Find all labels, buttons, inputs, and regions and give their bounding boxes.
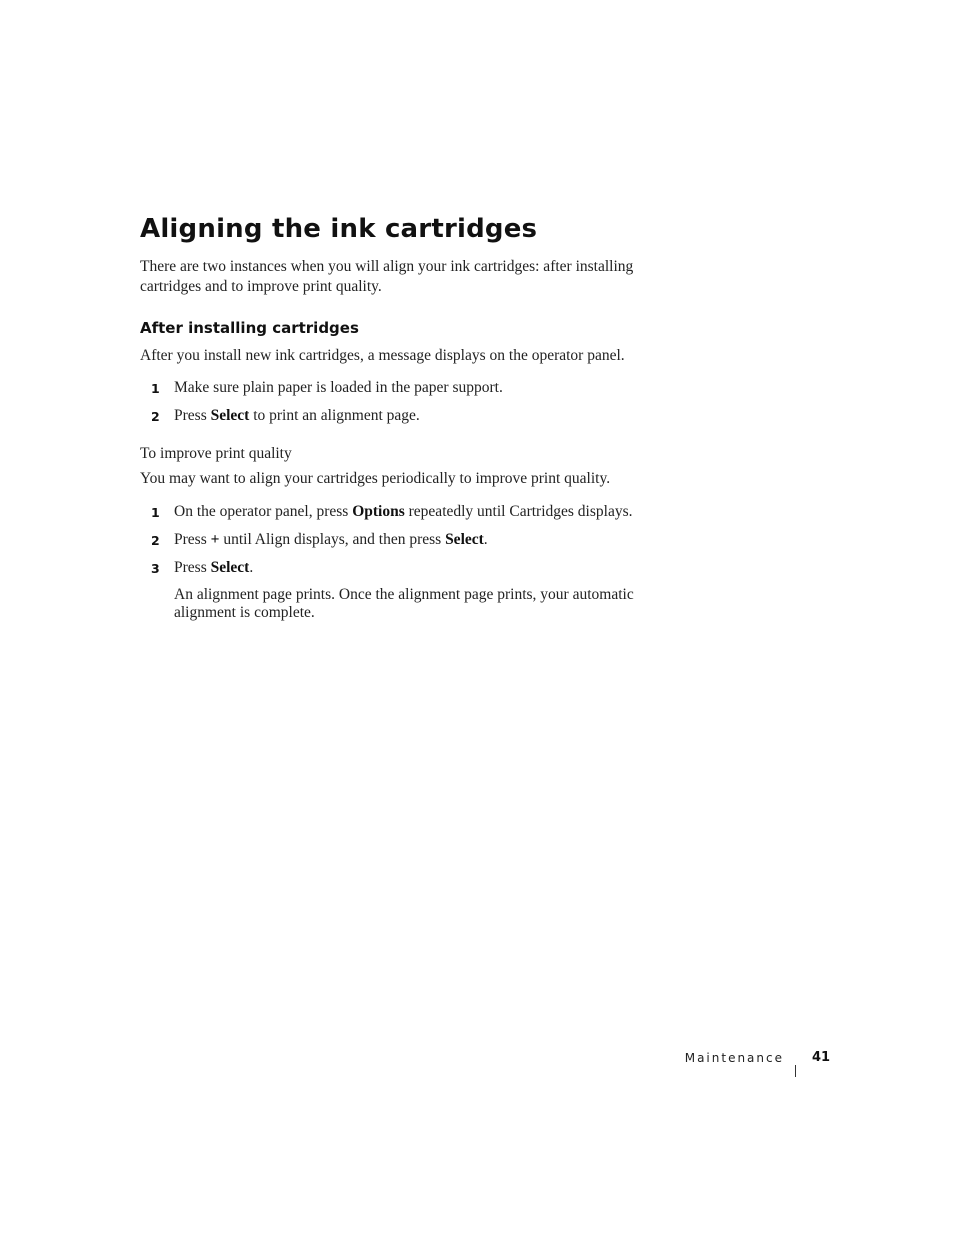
step-number: 2 [151,533,160,548]
section-heading-improve-quality: To improve print quality [140,445,292,462]
step-3-note: An alignment page prints. Once the alignment page prints, your automatic alignment is complete. [174,586,634,621]
section-heading-after-installing: After installing cartridges [140,319,359,337]
step-text-post: repeatedly until Cartridges displays. [404,503,633,520]
section2-lead: You may want to align your cartridges periodically to improve print quality. [140,470,611,487]
step-text-pre: Press [174,407,211,424]
section2-step-3 [140,558,680,580]
step-number: 1 [151,505,160,520]
intro-paragraph: There are two instances when you will align your ink cartridges: after installing cartridges and to improve print quality. [140,258,634,295]
step-keyword: Select [210,407,250,424]
step-text [174,502,632,522]
section2-step-1 [140,502,680,524]
step-text-pre: On the operator panel, press [174,503,353,520]
page-title: Aligning the ink cartridges [140,214,538,244]
section1-step-2 [140,406,680,428]
section2-step-2 [140,530,680,552]
step-text-post: . [483,531,488,548]
step-keyword: Select [445,531,484,548]
step-keyword: Options [352,503,405,520]
step-text [174,406,420,426]
step-text-post: . [249,559,254,576]
step-text: Make sure plain paper is loaded in the paper support. [174,379,503,396]
step-number: 1 [151,381,160,396]
step-text [174,530,488,550]
step-keyword: Select [210,559,250,576]
section1-lead: After you install new ink cartridges, a message displays on the operator panel. [140,347,625,364]
step-text-post: to print an alignment page. [249,407,420,424]
plus-key: + [210,531,220,548]
step-text [174,558,253,578]
footer-section-name: Maintenance [684,1051,784,1065]
footer-divider [795,1065,796,1077]
page-number: 41 [812,1050,831,1065]
step-number: 3 [151,561,160,576]
section1-step-1 [140,378,680,400]
step-number: 2 [151,409,160,424]
step-text-pre: Press [174,531,211,548]
step-text-pre: Press [174,559,211,576]
step-text-mid: until Align displays, and then press [219,531,446,548]
